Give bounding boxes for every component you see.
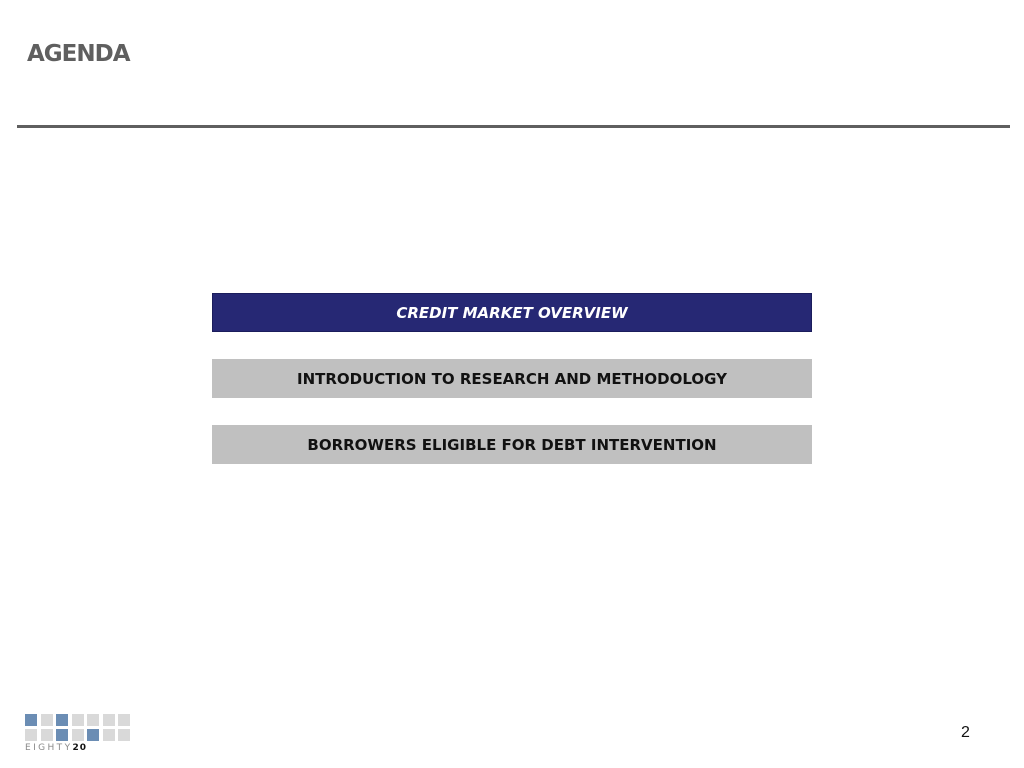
logo-wordmark [25,743,135,753]
logo-text-light: EIGHTY [25,743,73,753]
agenda-item-credit-market-overview: CREDIT MARKET OVERVIEW [212,293,812,332]
page-title: AGENDA [27,41,130,67]
page-number: 2 [961,724,970,741]
agenda-item-research-methodology: INTRODUCTION TO RESEARCH AND METHODOLOGY [212,359,812,398]
eighty20-logo [25,714,135,758]
title-divider [17,125,1010,128]
logo-text-bold: 20 [72,743,88,753]
logo-grid-icon [25,714,135,741]
agenda-item-borrowers-eligible: BORROWERS ELIGIBLE FOR DEBT INTERVENTION [212,425,812,464]
